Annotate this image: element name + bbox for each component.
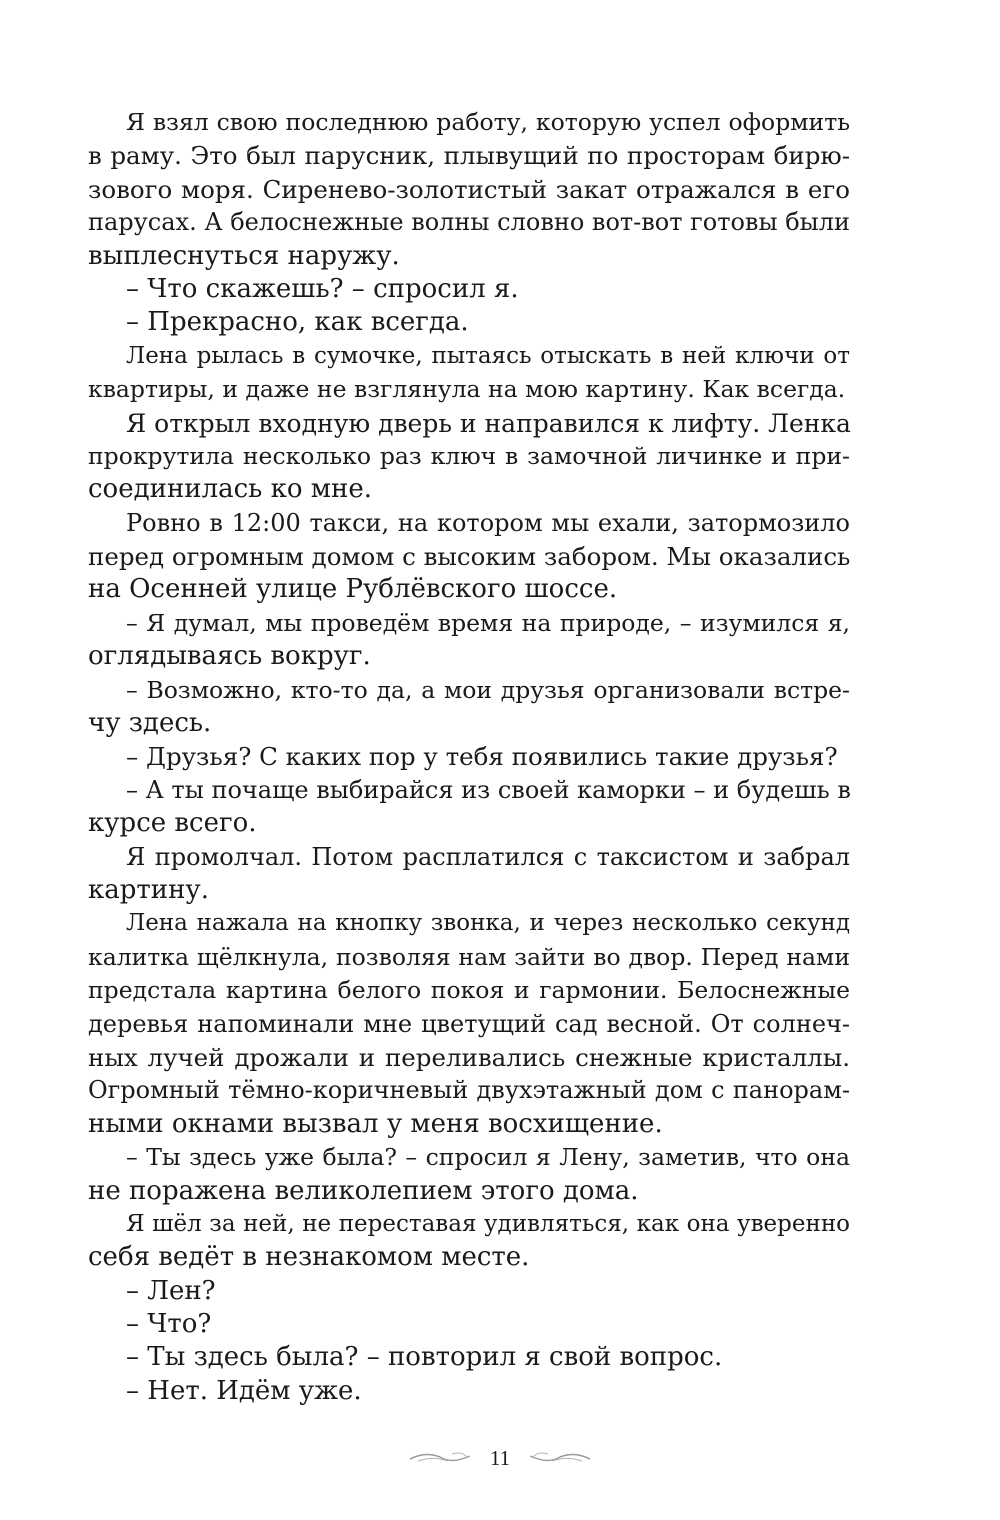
text-line: выплеснуться наружу.	[88, 240, 400, 271]
text-line: на Осенней улице Рублёвского шоссе.	[88, 574, 618, 605]
text-line: Ровно в 12:00 такси, на котором мы ехали, затормозило	[126, 508, 850, 537]
text-line: – Ты здесь была? – повторил я свой вопрос.	[126, 1342, 723, 1373]
text-line: – Друзья? С каких пор у тебя появились такие друзья?	[126, 742, 838, 772]
text-line: деревья напоминали мне цветущий сад весной. От солнеч-	[88, 1009, 850, 1038]
flourish-left-icon	[408, 1449, 472, 1467]
text-line: – Прекрасно, как всегда.	[126, 307, 469, 338]
text-line: Лена нажала на кнопку звонка, и через несколько секунд	[126, 910, 850, 937]
text-line: в раму. Это был парусник, плывущий по просторам бирю-	[88, 141, 850, 171]
text-line: оглядываясь вокруг.	[88, 641, 371, 672]
text-line: – Возможно, кто-то да, а мои друзья организовали встре-	[126, 675, 850, 704]
text-line: картину.	[88, 874, 209, 905]
text-line: – Что?	[126, 1309, 212, 1340]
text-line: – Я думал, мы проведём время на природе, – изумился я,	[126, 608, 850, 637]
text-line: парусах. А белоснежные волны словно вот-вот готовы были	[88, 208, 850, 237]
text-line: – А ты почаще выбирайся из своей каморки – и будешь в	[126, 775, 851, 804]
text-line: – Что скажешь? – спросил я.	[126, 273, 519, 304]
text-line: ных лучей дрожали и переливались снежные кристаллы.	[88, 1042, 850, 1072]
text-line: Я шёл за ней, не переставая удивляться, как она уверенно	[126, 1210, 850, 1237]
text-line: калитка щёлкнула, позволяя нам зайти во двор. Перед нами	[88, 942, 850, 971]
text-line: – Лен?	[126, 1275, 216, 1306]
text-line: соединилась ко мне.	[88, 474, 372, 505]
text-line: Я открыл входную дверь и направился к лифту. Ленка	[126, 408, 851, 438]
text-line: квартиры, и даже не взглянула на мою картину. Как всегда.	[88, 375, 846, 404]
text-line: не поражена великолепием этого дома.	[88, 1175, 639, 1206]
text-line: Огромный тёмно-коричневый двухэтажный дом с панорам-	[88, 1076, 850, 1105]
text-line: – Нет. Идём уже.	[126, 1375, 362, 1406]
body-text	[88, 106, 850, 1408]
text-line: прокрутила несколько раз ключ в замочной личинке и при-	[88, 441, 850, 470]
text-line: – Ты здесь уже была? – спросил я Лену, заметив, что она	[126, 1143, 850, 1172]
text-line: Я промолчал. Потом расплатился с таксистом и забрал	[126, 842, 850, 871]
text-line: перед огромным домом с высоким забором. Мы оказались	[88, 542, 851, 572]
page-footer	[0, 1440, 1000, 1476]
flourish-right-icon	[528, 1449, 592, 1467]
text-line: курсе всего.	[88, 808, 257, 839]
text-line: предстала картина белого покоя и гармонии. Белоснежные	[88, 976, 850, 1005]
text-line: Я взял свою последнюю работу, которую успел оформить	[126, 108, 850, 136]
text-line: Лена рылась в сумочке, пытаясь отыскать в ней ключи от	[126, 342, 850, 369]
text-line: себя ведёт в незнакомом месте.	[88, 1242, 530, 1273]
text-line: зового моря. Сиренево-золотистый закат отражался в его	[88, 174, 850, 204]
text-line: ными окнами вызвал у меня восхищение.	[88, 1108, 663, 1139]
text-line: чу здесь.	[88, 708, 212, 739]
page-number: 11	[489, 1445, 511, 1470]
